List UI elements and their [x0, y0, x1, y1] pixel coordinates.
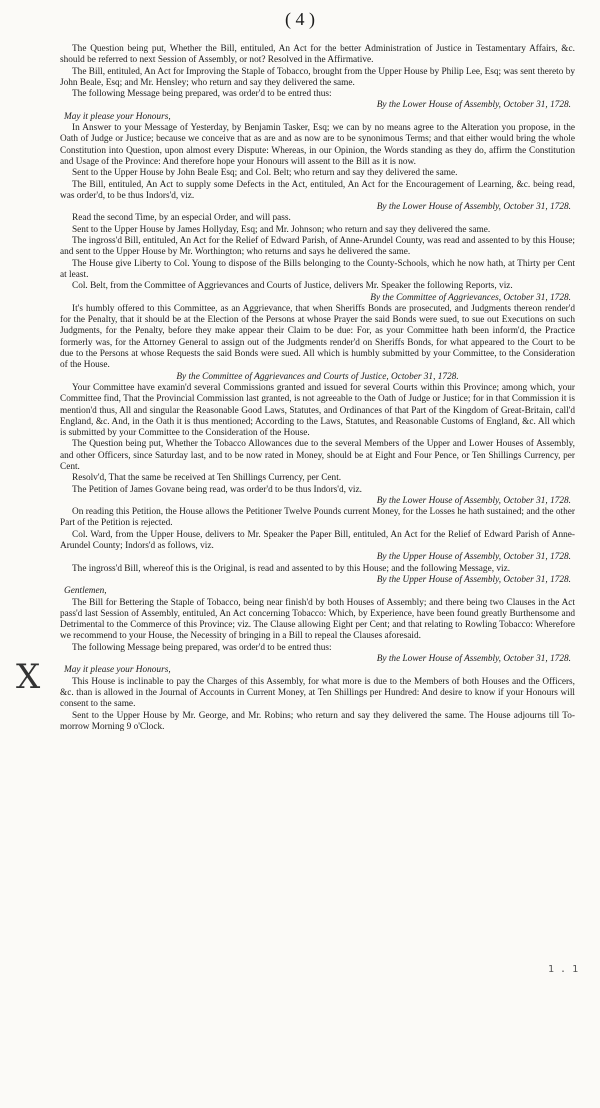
dateline: By the Lower House of Assembly, October 31, 1728.: [376, 100, 571, 111]
paragraph: Sent to the Upper House by Mr. George, and Mr. Robins; who return and say they delivered the same. The House adjourns till To-morrow Morning 9 o'Clock.: [60, 710, 575, 732]
paragraph: Your Committee have examin'd several Commissions granted and issued for several Courts within this Province; among which, your Committee find, That the Provincial Commission last granted, is not agreeable to the Oath of Judge or Justice; for in that Commission it is mention'd thus, All and singular the Reasonable Good Laws, Statutes, and Ordinances of that Part of the Kingdom of Great-Britain, call'd England, &c. And, in the Oath it is thus mentioned; According to the Laws, Statutes, and Reasonable Customs of England, &c. All which is submitted by your Committee to the Consideration of the House.: [60, 382, 575, 439]
paragraph: Read the second Time, by an especial Order, and will pass.: [72, 213, 291, 224]
margin-mark: X: [16, 657, 41, 697]
corner-mark: 1 . 1: [548, 964, 579, 975]
dateline: By the Committee of Aggrievances, October 31, 1728.: [370, 292, 571, 303]
dateline: By the Upper House of Assembly, October 31, 1728.: [376, 574, 571, 585]
paragraph: Col. Ward, from the Upper House, delivers to Mr. Speaker the Paper Bill, entituled, An Act for the Relief of Edward Parish of Anne-Arundel County; Indors'd as follows, viz.: [60, 529, 575, 552]
paragraph: The Question being put, Whether the Bill, entituled, An Act for the better Administration of Justice in Testamentary Affairs, &c. should be referred to next Session of Assembly, or not? Resolved in the Affirmative.: [60, 44, 575, 66]
dateline: By the Lower House of Assembly, October 31, 1728.: [376, 654, 571, 665]
paragraph: Sent to the Upper House by John Beale Esq; and Col. Belt; who return and say they delivered the same.: [72, 168, 458, 179]
paragraph: Col. Belt, from the Committee of Aggrievances and Courts of Justice, delivers Mr. Speaker the following Reports, viz.: [72, 281, 513, 292]
paragraph: Gentlemen,: [64, 586, 107, 597]
paragraph: This House is inclinable to pay the Charges of this Assembly, for what more is due to the Members of both Houses and the Officers, &c. than is allowed in the Journal of Accounts in Current Money, at Ten Shillings per Hundred: And desire to know if your Honours will consent to the same.: [60, 676, 575, 710]
paragraph: The Petition of James Govane being read, was order'd to be thus Indors'd, viz.: [72, 484, 362, 495]
dateline: By the Committee of Aggrievances and Courts of Justice, October 31, 1728.: [176, 371, 459, 382]
paragraph: The Bill, entituled, An Act for Improving the Staple of Tobacco, brought from the Upper House by Philip Lee, Esq; was sent thereto by John Beale, Esq; and Mr. Hensley; who return and say they delivered the same.: [60, 66, 575, 88]
dateline: By the Lower House of Assembly, October 31, 1728.: [376, 202, 571, 213]
paragraph: The Question being put, Whether the Tobacco Allowances due to the several Members of the Upper and Lower Houses of Assembly, and other Officers, since Saturday last, and to be now rated in Money, should be at Eight and Four Pence, or Ten Shillings Currency, per Cent.: [60, 439, 575, 472]
dateline: By the Lower House of Assembly, October 31, 1728.: [376, 495, 571, 506]
paragraph: The ingross'd Bill, entituled, An Act for the Relief of Edward Parish, of Anne-Arundel County, was read and assented to by this House; and sent to the Upper House by Mr. Worthington; who returns and says he delivered the same.: [60, 236, 575, 258]
page-number: ( 4 ): [285, 9, 315, 29]
dateline: By the Upper House of Assembly, October 31, 1728.: [376, 552, 571, 563]
paragraph: On reading this Petition, the House allows the Petitioner Twelve Pounds current Money, for the Losses he hath sustained; and the other Part of the Petition is rejected.: [60, 507, 575, 529]
paragraph: The Bill, entituled, An Act to supply some Defects in the Act, entituled, An Act for the Encouragement of Learning, &c. being read, was order'd, to be thus Indors'd, viz.: [60, 179, 575, 201]
paragraphs: [60, 44, 575, 733]
paragraph: Resolv'd, That the same be received at Ten Shillings Currency, per Cent.: [72, 473, 342, 484]
paragraph: The following Message being prepared, was order'd to be entred thus:: [72, 89, 332, 100]
document-body: [60, 44, 575, 733]
paragraph: It's humbly offered to this Committee, as an Aggrievance, that when Sheriffs Bonds are prosecuted, and Judgments thereon render'd for the Penalty, that it should be at the Election of the Persons at whose Prayer the said Bonds were sued, to sue out Executions on such Judgments, for the Penalty, before they make appear their Claim to be due: For, as your Committee hath been inform'd, the Practice formerly was, for the Attorney General to assign out of the Judgments render'd on Sheriffs Bonds, for what appeared to the Court to be due to the Persons at whose Requests the said Bonds were sued. All which is humbly submitted by your Committee, to the Consideration of the House.: [60, 303, 575, 371]
paragraph: The House give Liberty to Col. Young to dispose of the Bills belonging to the County-Schools, which he now hath, at Thirty per Cent at least.: [60, 258, 575, 280]
paragraph: The following Message being prepared, was order'd to be entred thus:: [72, 642, 332, 653]
paragraph: The ingross'd Bill, whereof this is the Original, is read and assented to by this House; and the following Message, viz.: [72, 563, 511, 574]
paragraph: Sent to the Upper House by James Hollyday, Esq; and Mr. Johnson; who return and say they delivered the same.: [72, 224, 491, 235]
paragraph: May it please your Honours,: [64, 111, 171, 122]
paragraph: The Bill for Bettering the Staple of Tobacco, being near finish'd by both Houses of Assembly; and there being two Clauses in the Act pass'd last Session of Assembly, entituled, An Act concerning Tobacco: Which, by Experience, have been found greatly Burthensome and Detrimental to the Commerce of this Province; viz. The Clause allowing Eight per Cent; and that relating to Rowling Tobacco: Wherefore we recommend to your House, the Necessity of bringing in a Bill to repeal the Clauses aforesaid.: [60, 597, 575, 642]
paragraph: May it please your Honours,: [64, 665, 171, 676]
paragraph: In Answer to your Message of Yesterday, by Benjamin Tasker, Esq; we can by no means agree to the Alteration you propose, in the Oath of Judge or Justice; because we conceive that as are and as now are to be synonimous Terms; and that either would bring the whole Constitution into Question, upon almost every Dispute: Whereas, in our Opinion, the Words standing as they do, affirm the Constitution and Usage of the Province: And therefore hope your Honours will assent to the Bill as it is now.: [60, 123, 575, 167]
